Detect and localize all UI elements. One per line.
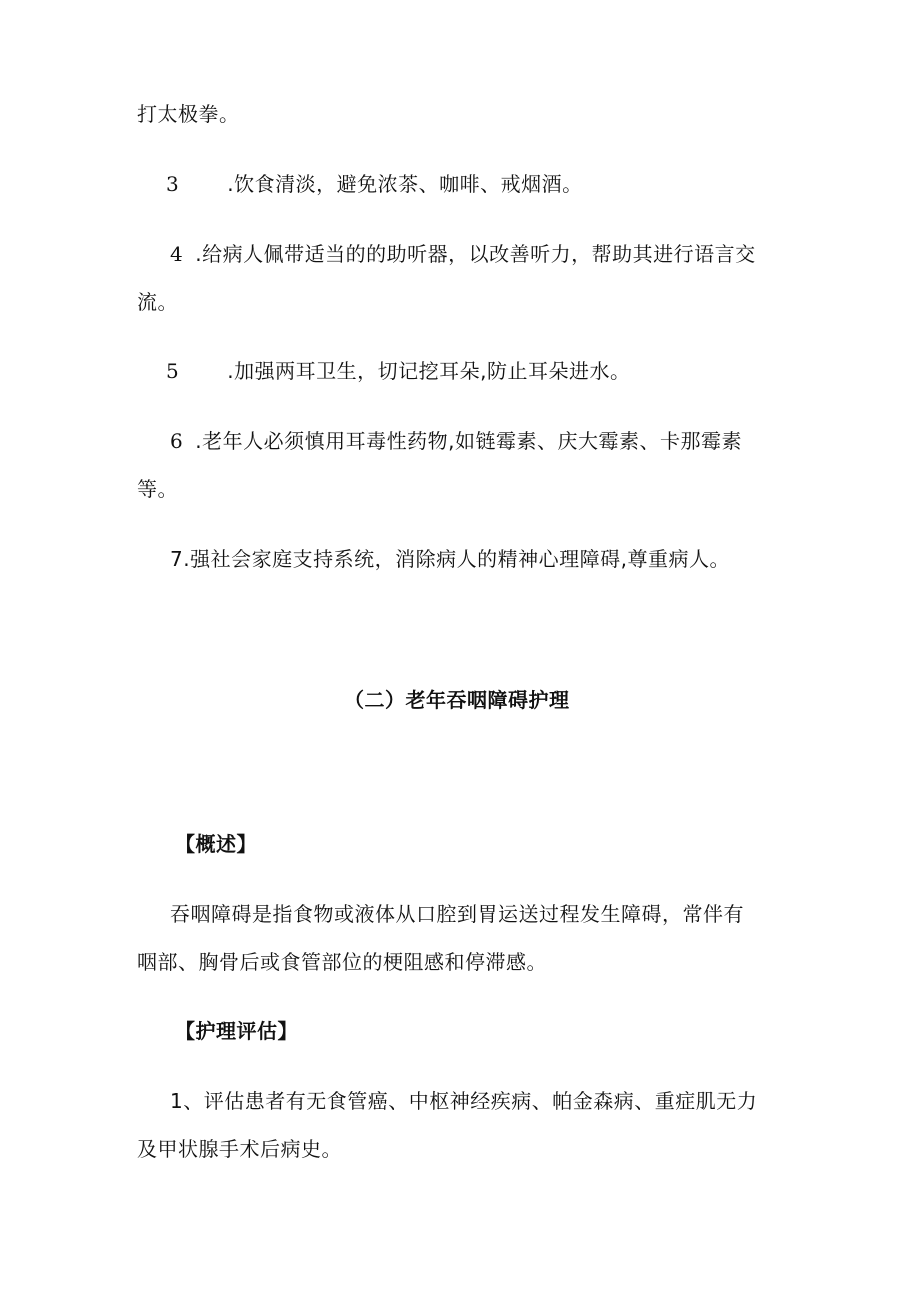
item-6-text: .老年人必须慎用耳毒性药物,如链霉素、庆大霉素、卡那霉素 xyxy=(195,429,742,453)
item-4-number: 4 xyxy=(170,242,184,266)
item-5-number: 5 xyxy=(166,359,180,383)
item-5-text: .加强两耳卫生，切记挖耳朵,防止耳朵进水。 xyxy=(227,359,631,383)
assessment-item-1-line-2: 及甲状腺手术后病史。 xyxy=(137,1137,342,1161)
overview-line-2: 咽部、胸骨后或食管部位的梗阻感和停滞感。 xyxy=(137,950,547,974)
item-6-line-1 xyxy=(170,427,742,455)
item-7: 7.强社会家庭支持系统，消除病人的精神心理障碍,尊重病人。 xyxy=(170,547,730,571)
overview-heading: 【概述】 xyxy=(175,832,257,856)
item-4-text: .给病人佩带适当的的助听器，以改善听力，帮助其进行语言交 xyxy=(195,242,756,266)
item-6-number: 6 xyxy=(170,429,184,453)
assessment-item-1-line-1: 1、评估患者有无食管癌、中枢神经疾病、帕金森病、重症肌无力 xyxy=(170,1089,758,1113)
item-5 xyxy=(166,357,630,385)
item-3 xyxy=(166,170,583,198)
item-6-line-2: 等。 xyxy=(137,477,178,501)
item-3-text: .饮食清淡，避免浓茶、咖啡、戒烟酒。 xyxy=(227,172,583,196)
item-4-line-1 xyxy=(170,240,756,268)
item-3-number: 3 xyxy=(166,172,180,196)
item-2-tail: 打太极拳。 xyxy=(137,102,240,126)
assessment-heading: 【护理评估】 xyxy=(175,1019,298,1043)
item-4-line-2: 流。 xyxy=(137,290,178,314)
section-title: （二）老年吞咽障碍护理 xyxy=(344,688,570,712)
overview-line-1: 吞咽障碍是指食物或液体从口腔到胃运送过程发生障碍，常伴有 xyxy=(170,902,744,926)
